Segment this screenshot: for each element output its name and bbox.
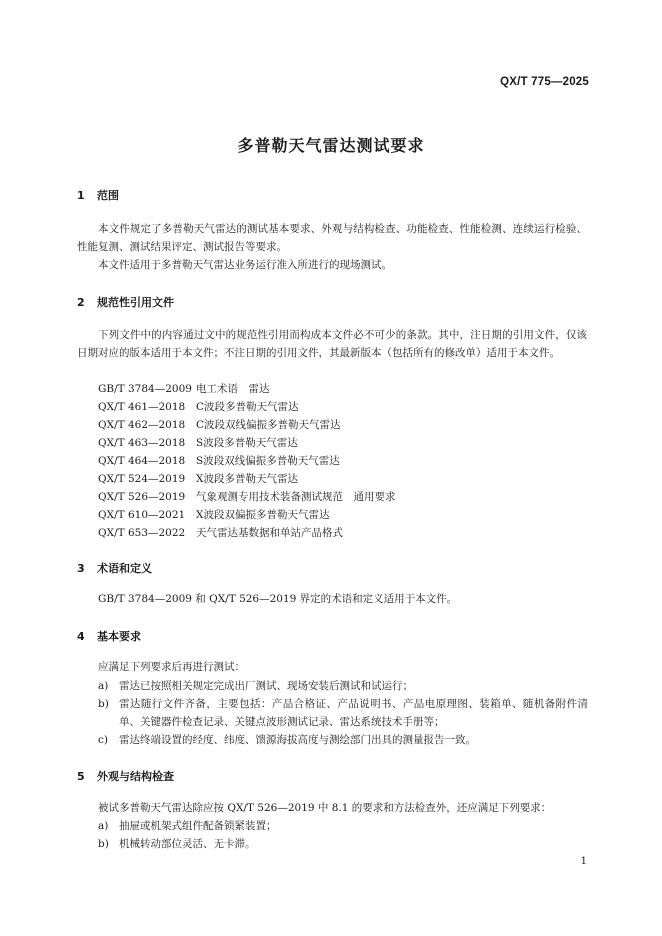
section-number: 5 xyxy=(77,770,85,783)
list-text: 抽屉或机架式组件配备锁紧装置； xyxy=(119,820,277,832)
section-number: 1 xyxy=(77,189,85,202)
list-marker: a) xyxy=(98,820,109,832)
section-3-heading xyxy=(77,560,152,576)
reference-item xyxy=(98,470,298,488)
standard-code: QX/T 775—2025 xyxy=(500,76,589,88)
reference-item xyxy=(98,434,298,452)
reference-code: GB/T 3784—2009 xyxy=(98,383,192,395)
reference-code: QX/T 461—2018 xyxy=(98,401,186,413)
reference-code: QX/T 526—2019 xyxy=(98,491,186,503)
list-item xyxy=(98,695,588,731)
section-title: 术语和定义 xyxy=(97,562,152,575)
section-5-intro: 被试多普勒天气雷达除应按 QX/T 526—2019 中 8.1 的要求和方法检查外，还应满足下列要求： xyxy=(98,802,552,814)
reference-item xyxy=(98,452,340,470)
section-1-heading xyxy=(77,187,119,203)
reference-item xyxy=(98,380,270,398)
reference-item xyxy=(98,524,343,542)
section-1-paragraph-2: 本文件适用于多普勒天气雷达业务运行准入所进行的现场测试。 xyxy=(98,259,392,271)
reference-item xyxy=(98,488,396,506)
reference-code: QX/T 610—2021 xyxy=(98,509,186,521)
reference-code: QX/T 464—2018 xyxy=(98,455,186,467)
reference-name: C波段多普勒天气雷达 xyxy=(196,401,299,413)
reference-name: 天气雷达基数据和单站产品格式 xyxy=(196,527,343,539)
reference-code: QX/T 462—2018 xyxy=(98,419,186,431)
reference-name: 气象观测专用技术装备测试规范 通用要求 xyxy=(196,491,396,503)
section-title: 规范性引用文件 xyxy=(97,296,174,309)
list-text: 雷达已按照相关规定完成出厂测试、现场安装后测试和试运行； xyxy=(119,680,413,692)
reference-name: 电工术语 雷达 xyxy=(196,383,270,395)
list-text: 机械转动部位灵活、无卡滞。 xyxy=(119,838,256,850)
section-title: 基本要求 xyxy=(97,630,141,643)
section-title: 外观与结构检查 xyxy=(97,770,174,783)
reference-item xyxy=(98,506,329,524)
reference-name: C波段双线偏振多普勒天气雷达 xyxy=(196,419,341,431)
page-number: 1 xyxy=(580,856,587,867)
section-5-heading xyxy=(77,768,174,784)
reference-name: S波段双线偏振多普勒天气雷达 xyxy=(196,455,340,467)
list-item xyxy=(98,817,588,835)
section-title: 范围 xyxy=(97,189,119,202)
reference-name: X波段双偏振多普勒天气雷达 xyxy=(196,509,330,521)
list-marker: b) xyxy=(98,838,109,850)
section-1-paragraph-1: 本文件规定了多普勒天气雷达的测试基本要求、外观与结构检查、功能检查、性能检测、连续运行检验、性能复测、测试结果评定、测试报告等要求。 xyxy=(77,223,587,253)
list-item xyxy=(98,677,588,695)
section-3-text: GB/T 3784—2009 和 QX/T 526—2019 界定的术语和定义适用于本文件。 xyxy=(98,593,458,605)
section-2-intro: 下列文件中的内容通过文中的规范性引用而构成本文件必不可少的条款。其中，注日期的引用文件，仅该日期对应的版本适用于本文件；不注日期的引用文件，其最新版本（包括所有的修改单）适用于本文件。 xyxy=(77,329,587,359)
reference-item xyxy=(98,416,341,434)
list-text: 雷达终端设置的经度、纬度、馈源海拔高度与测绘部门出具的测量报告一致。 xyxy=(119,734,476,746)
reference-code: QX/T 653—2022 xyxy=(98,527,186,539)
reference-name: X波段多普勒天气雷达 xyxy=(196,473,298,485)
list-item xyxy=(98,835,588,853)
section-number: 3 xyxy=(77,562,85,575)
list-item xyxy=(98,731,588,749)
list-text: 雷达随行文件齐备，主要包括：产品合格证、产品说明书、产品电原理图、装箱单、随机备附件清单、关键器件检查记录、关键点波形测试记录、雷达系统技术手册等； xyxy=(119,698,588,728)
list-marker: b) xyxy=(98,698,109,710)
list-marker: a) xyxy=(98,680,109,692)
page-title: 多普勒天气雷达测试要求 xyxy=(237,136,425,155)
reference-code: QX/T 463—2018 xyxy=(98,437,186,449)
reference-code: QX/T 524—2019 xyxy=(98,473,186,485)
reference-name: S波段多普勒天气雷达 xyxy=(196,437,298,449)
section-number: 4 xyxy=(77,630,85,643)
section-number: 2 xyxy=(77,296,85,309)
section-4-intro: 应满足下列要求后再进行测试： xyxy=(98,661,245,673)
section-4-heading xyxy=(77,628,141,644)
section-2-heading xyxy=(77,294,174,310)
list-marker: c) xyxy=(98,734,108,746)
reference-item xyxy=(98,398,299,416)
